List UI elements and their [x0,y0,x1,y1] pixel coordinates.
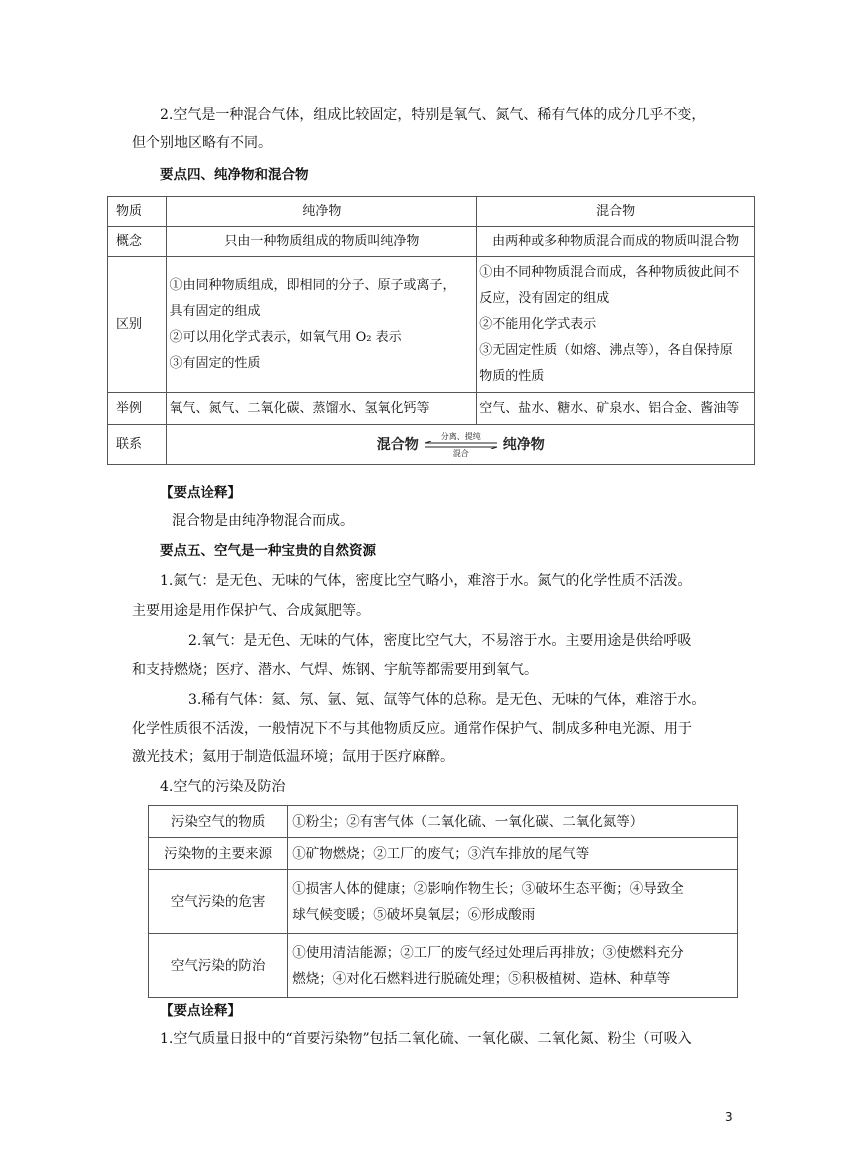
note-1-heading: 【要点诠释】 [160,485,241,501]
relation-arrows [423,432,499,458]
row-content-line: ①使用清洁能源；②工厂的废气经过处理后再排放；③使燃料充分 [292,944,684,961]
para-4-title: 4.空气的污染及防治 [160,779,286,795]
row-content [288,870,738,934]
para-3-line-3: 激光技术；氦用于制造低温环境；氙用于医疗麻醉。 [132,749,454,765]
note-2-text: 1.空气质量日报中的“首要污染物”包括二氧化硫、一氧化碳、二氧化氮、粉尘（可吸入 [160,1031,692,1047]
difference-mixture-line: ②不能用化学式表示 [479,316,597,332]
row-content-line: ①矿物燃烧；②工厂的废气；③汽车排放的尾气等 [292,845,590,862]
difference-pure-line: ①由同种物质组成，即相同的分子、原子或离子， [169,277,456,293]
row-content [288,806,738,838]
air-pollution-table [148,805,738,998]
difference-mixture [477,257,755,393]
double-arrow-icon [423,441,499,449]
para-3-line-1: 3.稀有气体：氦、氖、氩、氪、氙等气体的总称。是无色、无味的气体，难溶于水。 [188,692,706,708]
row-label: 污染空气的物质 [149,806,288,838]
relation-diagram [167,425,755,465]
table-row-difference [108,257,755,393]
concept-pure: 只由一种物质组成的物质叫纯净物 [167,227,477,257]
label-relation: 联系 [108,425,167,465]
relation-bottom-label: 混合 [452,448,469,458]
row-content-line: ①粉尘；②有害气体（二氧化硫、一氧化碳、二氧化氮等） [292,813,644,830]
difference-pure-line: ②可以用化学式表示，如氧气用 O₂ 表示 [169,329,402,345]
relation-right-word: 纯净物 [502,436,545,453]
para-2-line-1: 2.氧气：是无色、无味的气体，密度比空气大，不易溶于水。主要用途是供给呼吸 [188,633,692,649]
row-content [288,934,738,998]
section-4-heading: 要点四、纯净物和混合物 [160,167,309,183]
pure-vs-mixture-table [107,196,755,465]
table-row-examples [108,393,755,425]
section-5-heading: 要点五、空气是一种宝贵的自然资源 [160,543,376,559]
table-row [149,806,738,838]
difference-mixture-line: ③无固定性质（如熔、沸点等），各自保持原 [479,342,733,358]
para-1-line-2: 主要用途是用作保护气、合成氮肥等。 [132,603,370,619]
row-content [288,838,738,870]
row-label: 污染物的主要来源 [149,838,288,870]
header-pure: 纯净物 [167,197,477,227]
note-2-heading: 【要点诠释】 [160,1003,241,1019]
difference-mixture-line: 物质的性质 [479,368,545,384]
difference-mixture-line: 反应，没有固定的组成 [479,290,610,306]
table-row-concept [108,227,755,257]
concept-mixture: 由两种或多种物质混合而成的物质叫混合物 [477,227,755,257]
label-examples: 举例 [108,393,167,425]
table-row-relation [108,425,755,465]
table-row [149,870,738,934]
label-difference: 区别 [108,257,167,393]
para-3-line-2: 化学性质很不活泼，一般情况下不与其他物质反应。通常作保护气、制成多种电光源、用于 [132,721,692,737]
difference-mixture-line: ①由不同种物质混合而成，各种物质彼此间不 [479,264,740,280]
relation-top-label: 分离、提纯 [440,431,481,441]
para-2-line-2: 和支持燃烧；医疗、潜水、气焊、炼钢、宇航等都需要用到氧气。 [132,662,538,678]
intro-line-1: 2.空气是一种混合气体，组成比较固定，特别是氧气、氮气、稀有气体的成分几乎不变， [160,107,706,123]
row-content-line: 燃烧；④对化石燃料进行脱硫处理；⑤积极植树、造林、种草等 [292,970,671,987]
examples-pure: 氧气、氮气、二氧化碳、蒸馏水、氢氧化钙等 [167,393,477,425]
para-1-line-1: 1.氮气：是无色、无味的气体，密度比空气略小，难溶于水。氮气的化学性质不活泼。 [160,573,692,589]
intro-line-2: 但个别地区略有不同。 [132,135,272,151]
difference-pure [167,257,477,393]
table-row [149,838,738,870]
relation-left-word: 混合物 [376,436,419,453]
row-label: 空气污染的危害 [149,870,288,934]
label-concept: 概念 [108,227,167,257]
table-row [149,934,738,998]
page-number: 3 [725,1110,733,1124]
note-1-text: 混合物是由纯净物混合而成。 [172,513,354,529]
row-content-line: 球气候变暖；⑤破坏臭氧层；⑥形成酸雨 [292,906,536,923]
header-mixture: 混合物 [477,197,755,227]
row-label: 空气污染的防治 [149,934,288,998]
examples-mixture: 空气、盐水、糖水、矿泉水、铝合金、酱油等 [477,393,755,425]
header-substance: 物质 [108,197,167,227]
difference-pure-line: ③有固定的性质 [169,355,261,371]
row-content-line: ①损害人体的健康；②影响作物生长；③破坏生态平衡；④导致全 [292,880,684,897]
difference-pure-line: 具有固定的组成 [169,303,261,319]
table-header-row [108,197,755,227]
